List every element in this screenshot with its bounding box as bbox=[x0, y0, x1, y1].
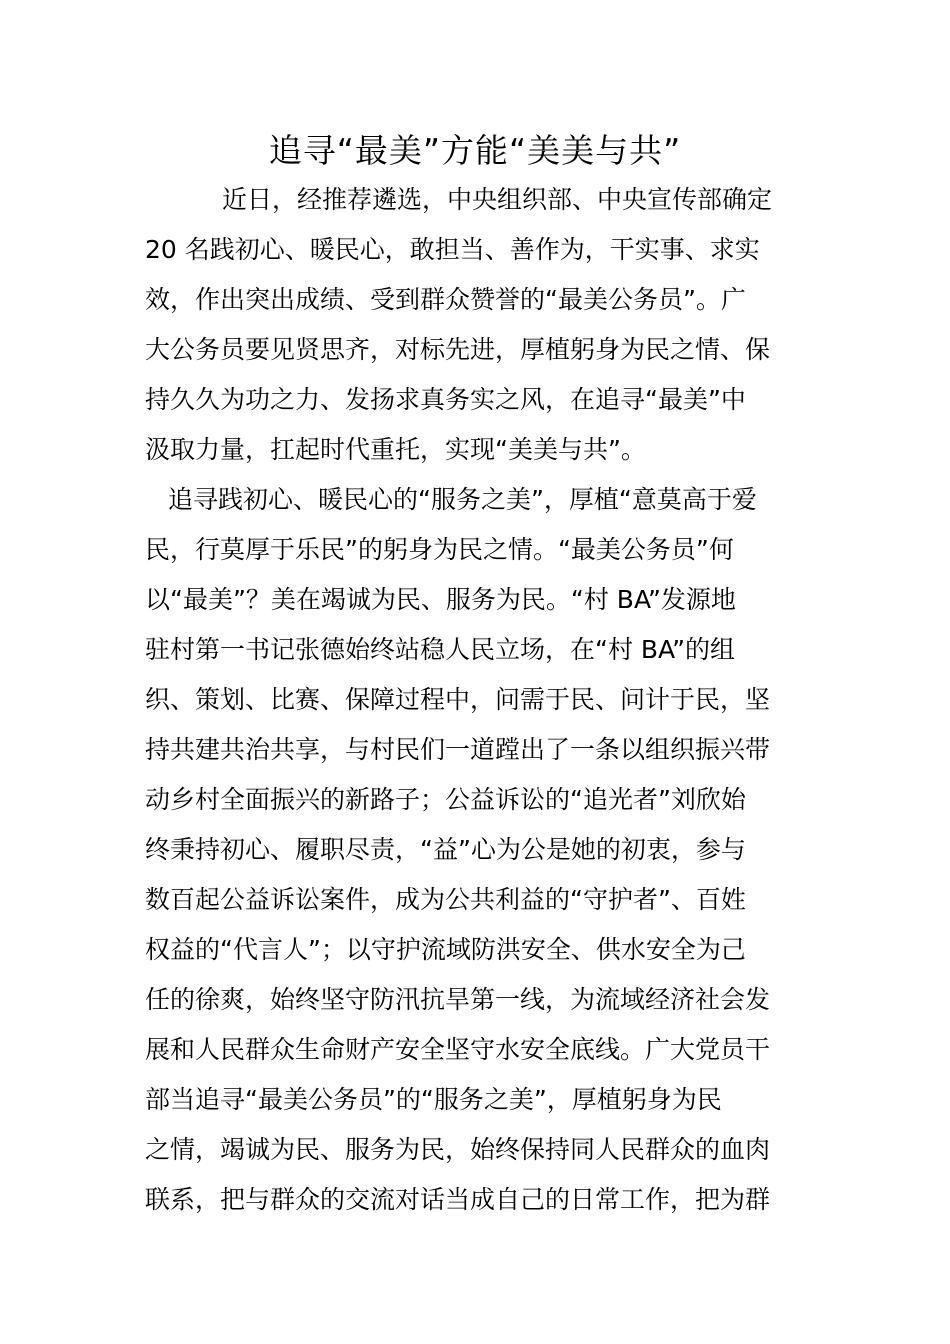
paragraph-2-line-5: 织、策划、比赛、保障过程中，问需于民、问计于民，坚 bbox=[145, 685, 771, 714]
paragraph-2-line-6: 持共建共治共享，与村民们一道蹚出了一条以组织振兴带 bbox=[145, 735, 771, 764]
paragraph-1-line-5: 持久久为功之力、发扬求真务实之风，在追寻“最美”中 bbox=[145, 385, 746, 414]
paragraph-2-line-15: 联系，把与群众的交流对话当成自己的日常工作，把为群 bbox=[145, 1185, 771, 1214]
paragraph-2-line-2: 民，行莫厚于乐民”的躬身为民之情。“最美公务员”何 bbox=[145, 535, 734, 564]
paragraph-2-line-1: 追寻践初心、暖民心的“服务之美”，厚植“意莫高于爱 bbox=[168, 485, 757, 514]
paragraph-1-line-2: 20 名践初心、暖民心，敢担当、善作为，干实事、求实 bbox=[145, 235, 760, 264]
paragraph-1-line-3: 效，作出突出成绩、受到群众赞誉的“最美公务员”。广 bbox=[145, 285, 746, 314]
paragraph-2-line-4: 驻村第一书记张德始终站稳人民立场，在“村 BA”的组 bbox=[145, 635, 736, 664]
paragraph-2-line-11: 任的徐爽，始终坚守防汛抗旱第一线，为流域经济社会发 bbox=[145, 985, 771, 1014]
paragraph-2-line-7: 动乡村全面振兴的新路子；公益诉讼的“追光者”刘欣始 bbox=[145, 785, 746, 814]
paragraph-1-line-6: 汲取力量，扛起时代重托，实现“美美与共”。 bbox=[145, 435, 646, 464]
document-title: 追寻“最美”方能“美美与共” bbox=[268, 131, 682, 170]
paragraph-1-line-1: 近日，经推荐遴选，中央组织部、中央宣传部确定 bbox=[222, 185, 773, 214]
paragraph-2-line-14: 之情，竭诚为民、服务为民，始终保持同人民群众的血肉 bbox=[145, 1135, 771, 1164]
paragraph-2-line-12: 展和人民群众生命财产安全坚守水安全底线。广大党员干 bbox=[145, 1035, 771, 1064]
paragraph-2-line-3: 以“最美”？美在竭诚为民、服务为民。“村 BA”发源地 bbox=[145, 585, 736, 614]
paragraph-2-line-8: 终秉持初心、履职尽责，“益”心为公是她的初衷，参与 bbox=[145, 835, 746, 864]
paragraph-2-line-13: 部当追寻“最美公务员”的“服务之美”，厚植躬身为民 bbox=[145, 1085, 722, 1114]
paragraph-1-line-4: 大公务员要见贤思齐，对标先进，厚植躬身为民之情、保 bbox=[145, 335, 771, 364]
paragraph-2-line-10: 权益的“代言人”；以守护流域防洪安全、供水安全为己 bbox=[145, 935, 746, 964]
paragraph-2-line-9: 数百起公益诉讼案件，成为公共利益的“守护者”、百姓 bbox=[145, 885, 746, 914]
